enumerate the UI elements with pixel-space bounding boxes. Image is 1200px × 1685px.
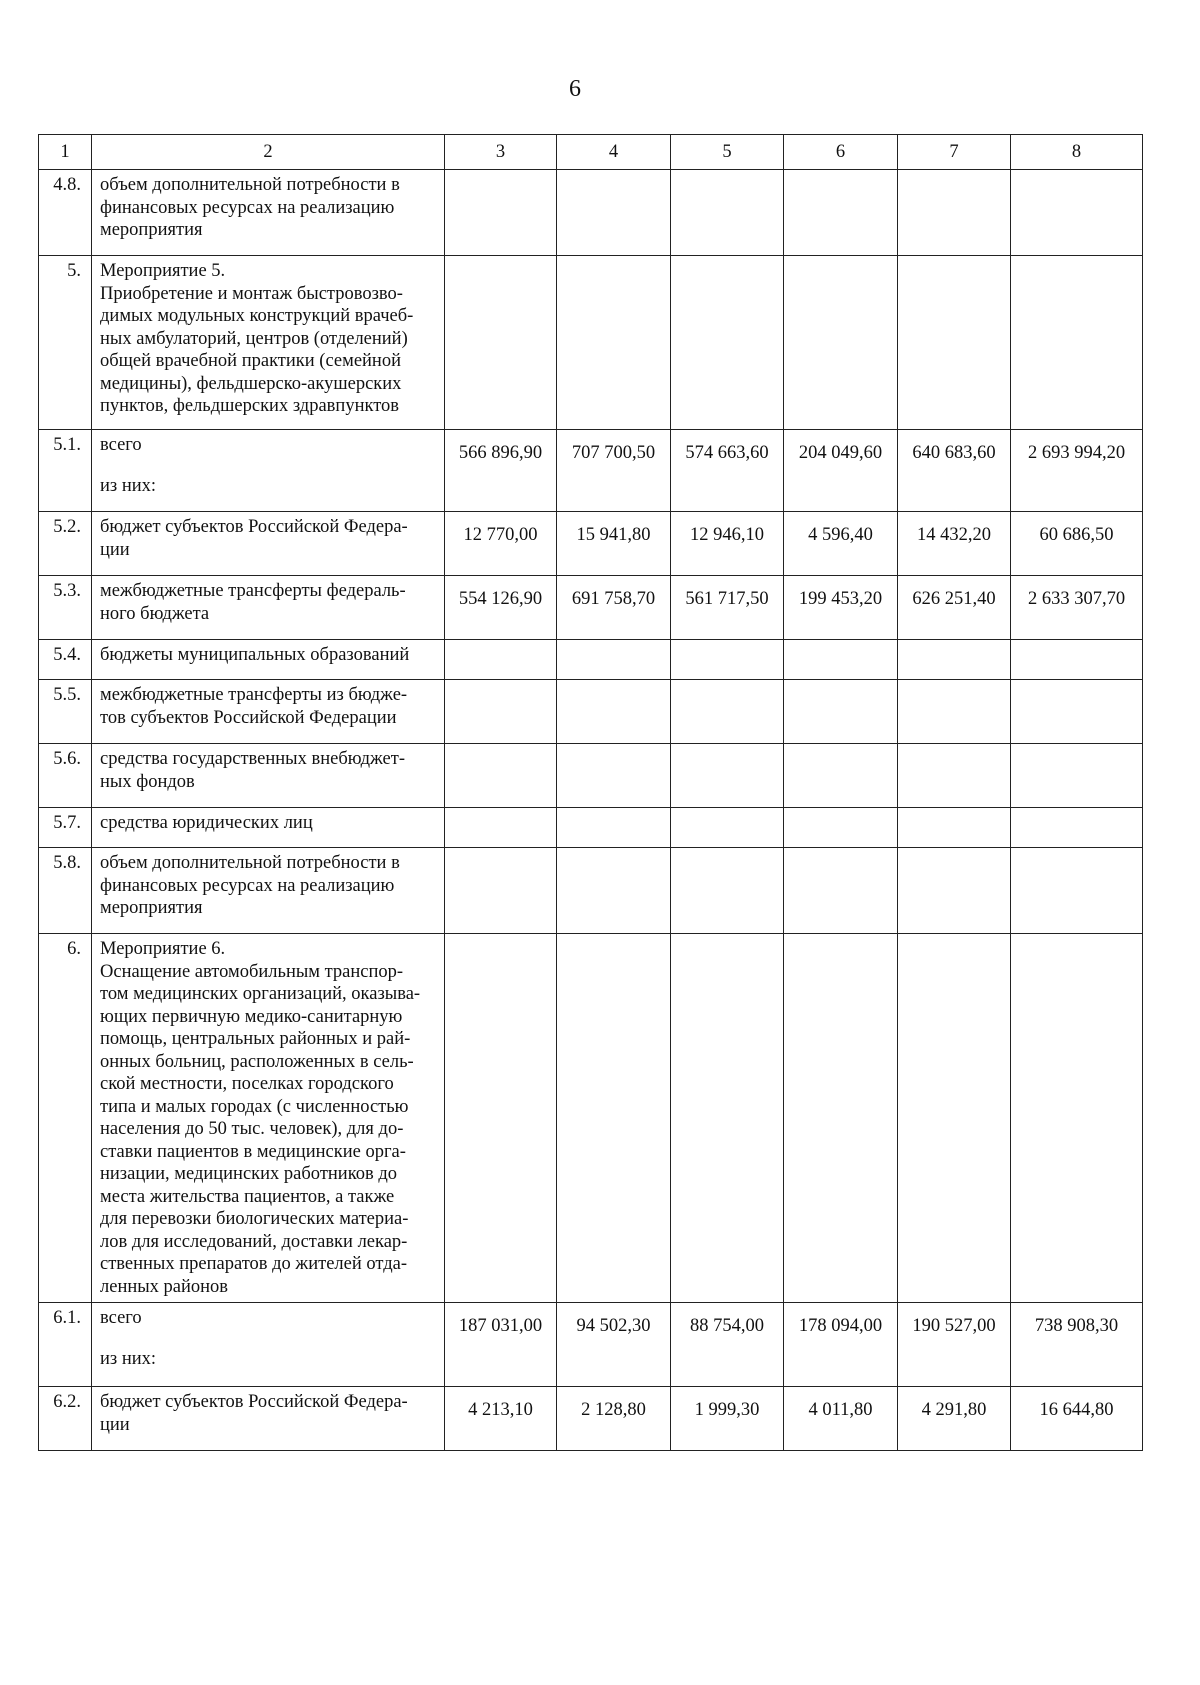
description-line: ных фондов xyxy=(100,771,195,792)
value-cell-col-6: 199 453,20 xyxy=(784,576,898,640)
description-line: ющих первичную медико-санитарную xyxy=(100,1006,403,1027)
description-line: мероприятия xyxy=(100,898,203,918)
description-line: общей врачебной практики (семейной xyxy=(100,351,401,371)
table-row xyxy=(39,680,1143,744)
value-cell-col-8 xyxy=(1011,934,1143,1303)
header-cell: 7 xyxy=(898,135,1011,170)
description-line: межбюджетные трансферты федераль- xyxy=(100,581,406,601)
value-cell-col-7 xyxy=(898,934,1011,1303)
row-description xyxy=(92,1303,445,1387)
table-row xyxy=(39,848,1143,934)
value-cell-col-5: 1 999,30 xyxy=(671,1387,784,1451)
value-cell-col-4 xyxy=(557,680,671,744)
header-cell: 5 xyxy=(671,135,784,170)
description-line: ции xyxy=(100,539,130,560)
value-cell-col-4 xyxy=(557,744,671,808)
table-row xyxy=(39,808,1143,848)
value-cell-col-3 xyxy=(445,934,557,1303)
value-cell-col-3: 12 770,00 xyxy=(445,512,557,576)
description-line: Приобретение и монтаж быстровозво- xyxy=(100,283,403,304)
table-row xyxy=(39,934,1143,1303)
description-line: бюджет субъектов Российской Федера- xyxy=(100,517,408,537)
value-cell-col-6: 4 011,80 xyxy=(784,1387,898,1451)
value-cell-col-4: 15 941,80 xyxy=(557,512,671,576)
value-cell-col-7 xyxy=(898,744,1011,808)
description-line: средства юридических лиц xyxy=(100,813,313,833)
description-line: межбюджетные трансферты из бюдже- xyxy=(100,685,408,705)
value-cell-col-5: 12 946,10 xyxy=(671,512,784,576)
row-number: 5.4. xyxy=(39,640,92,680)
row-number: 4.8. xyxy=(39,170,92,256)
value-cell-col-4 xyxy=(557,256,671,430)
value-cell-col-6 xyxy=(784,256,898,430)
description-line: типа и малых городах (с численностью xyxy=(100,1096,409,1117)
description-line: пунктов, фельдшерских здравпунктов xyxy=(100,396,400,416)
description-line: мероприятия xyxy=(100,220,203,240)
value-cell-col-7: 14 432,20 xyxy=(898,512,1011,576)
description-line: лов для исследований, доставки лекар- xyxy=(100,1231,408,1252)
row-description xyxy=(92,934,445,1303)
row-description xyxy=(92,1387,445,1451)
value-cell-col-6 xyxy=(784,170,898,256)
table-row xyxy=(39,512,1143,576)
header-cell: 3 xyxy=(445,135,557,170)
value-cell-col-3 xyxy=(445,744,557,808)
value-cell-col-7 xyxy=(898,256,1011,430)
description-subnote: из них: xyxy=(100,1348,157,1369)
description-line: финансовых ресурсах на реализацию xyxy=(100,875,395,896)
description-line: том медицинских организаций, оказыва- xyxy=(100,984,421,1004)
row-number: 6.1. xyxy=(39,1303,92,1387)
value-cell-col-8: 2 693 994,20 xyxy=(1011,430,1143,512)
row-number: 5.5. xyxy=(39,680,92,744)
table-body xyxy=(39,135,1143,1451)
description-line: бюджет субъектов Российской Федера- xyxy=(100,1392,408,1412)
value-cell-col-8 xyxy=(1011,170,1143,256)
table-row xyxy=(39,1387,1143,1451)
value-cell-col-5 xyxy=(671,848,784,934)
value-cell-col-5 xyxy=(671,808,784,848)
header-row xyxy=(39,135,1143,170)
value-cell-col-3 xyxy=(445,640,557,680)
value-cell-col-8 xyxy=(1011,680,1143,744)
value-cell-col-4 xyxy=(557,934,671,1303)
value-cell-col-7: 640 683,60 xyxy=(898,430,1011,512)
value-cell-col-6 xyxy=(784,680,898,744)
description-line: населения до 50 тыс. человек), для до- xyxy=(100,1119,404,1139)
header-cell: 6 xyxy=(784,135,898,170)
value-cell-col-4 xyxy=(557,170,671,256)
value-cell-col-3 xyxy=(445,848,557,934)
row-description xyxy=(92,512,445,576)
value-cell-col-3: 187 031,00 xyxy=(445,1303,557,1387)
row-number: 5. xyxy=(39,256,92,430)
value-cell-col-4: 94 502,30 xyxy=(557,1303,671,1387)
value-cell-col-5 xyxy=(671,680,784,744)
description-line: Оснащение автомобильным транспор- xyxy=(100,961,404,982)
row-description xyxy=(92,640,445,680)
description-line: медицины), фельдшерско-акушерских xyxy=(100,373,402,394)
table-row xyxy=(39,170,1143,256)
value-cell-col-8 xyxy=(1011,808,1143,848)
value-cell-col-4 xyxy=(557,808,671,848)
value-cell-col-6: 178 094,00 xyxy=(784,1303,898,1387)
value-cell-col-5: 561 717,50 xyxy=(671,576,784,640)
value-cell-col-5 xyxy=(671,256,784,430)
value-cell-col-8 xyxy=(1011,744,1143,808)
row-description xyxy=(92,680,445,744)
value-cell-col-8: 738 908,30 xyxy=(1011,1303,1143,1387)
row-number: 6. xyxy=(39,934,92,1303)
row-number: 6.2. xyxy=(39,1387,92,1451)
description-line: для перевозки биологических материа- xyxy=(100,1209,409,1229)
row-description xyxy=(92,744,445,808)
value-cell-col-6 xyxy=(784,848,898,934)
page-number: 6 xyxy=(569,76,581,102)
description-line: ственных препаратов до жителей отда- xyxy=(100,1254,408,1274)
value-cell-col-6: 4 596,40 xyxy=(784,512,898,576)
header-cell: 1 xyxy=(39,135,92,170)
description-line: всего xyxy=(100,1308,142,1328)
value-cell-col-8: 60 686,50 xyxy=(1011,512,1143,576)
value-cell-col-5 xyxy=(671,934,784,1303)
value-cell-col-7 xyxy=(898,170,1011,256)
row-description xyxy=(92,430,445,512)
description-line: всего xyxy=(100,435,142,455)
row-number: 5.8. xyxy=(39,848,92,934)
value-cell-col-5: 88 754,00 xyxy=(671,1303,784,1387)
value-cell-col-8: 2 633 307,70 xyxy=(1011,576,1143,640)
value-cell-col-4 xyxy=(557,848,671,934)
description-line: бюджеты муниципальных образований xyxy=(100,645,410,665)
description-line: димых модульных конструкций врачеб- xyxy=(100,306,414,326)
value-cell-col-7: 626 251,40 xyxy=(898,576,1011,640)
table-row xyxy=(39,640,1143,680)
row-number: 5.3. xyxy=(39,576,92,640)
value-cell-col-4: 2 128,80 xyxy=(557,1387,671,1451)
table-row xyxy=(39,256,1143,430)
table-row xyxy=(39,576,1143,640)
value-cell-col-7 xyxy=(898,640,1011,680)
row-description xyxy=(92,576,445,640)
row-number: 5.1. xyxy=(39,430,92,512)
value-cell-col-5 xyxy=(671,170,784,256)
value-cell-col-6: 204 049,60 xyxy=(784,430,898,512)
description-line: Мероприятие 5. xyxy=(100,261,226,281)
description-line: онных больниц, расположенных в сель- xyxy=(100,1051,414,1072)
description-line: ской местности, поселках городского xyxy=(100,1074,394,1094)
description-line: объем дополнительной потребности в xyxy=(100,853,400,873)
row-number: 5.7. xyxy=(39,808,92,848)
value-cell-col-6 xyxy=(784,808,898,848)
table-row xyxy=(39,430,1143,512)
row-description xyxy=(92,808,445,848)
description-line: тов субъектов Российской Федерации xyxy=(100,707,397,728)
header-cell: 8 xyxy=(1011,135,1143,170)
value-cell-col-7 xyxy=(898,680,1011,744)
value-cell-col-4 xyxy=(557,640,671,680)
row-description xyxy=(92,170,445,256)
description-line: низации, медицинских работников до xyxy=(100,1164,398,1184)
row-description xyxy=(92,848,445,934)
value-cell-col-3 xyxy=(445,170,557,256)
value-cell-col-3 xyxy=(445,256,557,430)
description-line: места жительства пациентов, а также xyxy=(100,1186,395,1207)
value-cell-col-4: 691 758,70 xyxy=(557,576,671,640)
description-line: ции xyxy=(100,1414,130,1435)
value-cell-col-8 xyxy=(1011,256,1143,430)
description-line: финансовых ресурсах на реализацию xyxy=(100,197,395,218)
value-cell-col-7 xyxy=(898,848,1011,934)
value-cell-col-7: 4 291,80 xyxy=(898,1387,1011,1451)
description-line: ставки пациентов в медицинские орга- xyxy=(100,1141,406,1162)
row-number: 5.6. xyxy=(39,744,92,808)
description-line: ленных районов xyxy=(100,1276,229,1297)
row-description xyxy=(92,256,445,430)
value-cell-col-3 xyxy=(445,680,557,744)
value-cell-col-8 xyxy=(1011,848,1143,934)
value-cell-col-3: 554 126,90 xyxy=(445,576,557,640)
description-subnote: из них: xyxy=(100,475,157,496)
value-cell-col-7 xyxy=(898,808,1011,848)
description-line: помощь, центральных районных и рай- xyxy=(100,1029,411,1049)
table-row xyxy=(39,744,1143,808)
value-cell-col-4: 707 700,50 xyxy=(557,430,671,512)
value-cell-col-3: 566 896,90 xyxy=(445,430,557,512)
budget-table xyxy=(38,134,1143,1451)
description-line: Мероприятие 6. xyxy=(100,939,226,959)
description-line: объем дополнительной потребности в xyxy=(100,175,400,195)
description-line: ных амбулаторий, центров (отделений) xyxy=(100,328,408,349)
value-cell-col-7: 190 527,00 xyxy=(898,1303,1011,1387)
value-cell-col-6 xyxy=(784,744,898,808)
description-line: ного бюджета xyxy=(100,603,210,624)
value-cell-col-5: 574 663,60 xyxy=(671,430,784,512)
value-cell-col-3: 4 213,10 xyxy=(445,1387,557,1451)
value-cell-col-5 xyxy=(671,640,784,680)
header-cell: 2 xyxy=(92,135,445,170)
row-number: 5.2. xyxy=(39,512,92,576)
value-cell-col-6 xyxy=(784,640,898,680)
table-row xyxy=(39,1303,1143,1387)
value-cell-col-3 xyxy=(445,808,557,848)
value-cell-col-8: 16 644,80 xyxy=(1011,1387,1143,1451)
header-cell: 4 xyxy=(557,135,671,170)
value-cell-col-8 xyxy=(1011,640,1143,680)
description-line: средства государственных внебюджет- xyxy=(100,749,406,769)
value-cell-col-5 xyxy=(671,744,784,808)
value-cell-col-6 xyxy=(784,934,898,1303)
